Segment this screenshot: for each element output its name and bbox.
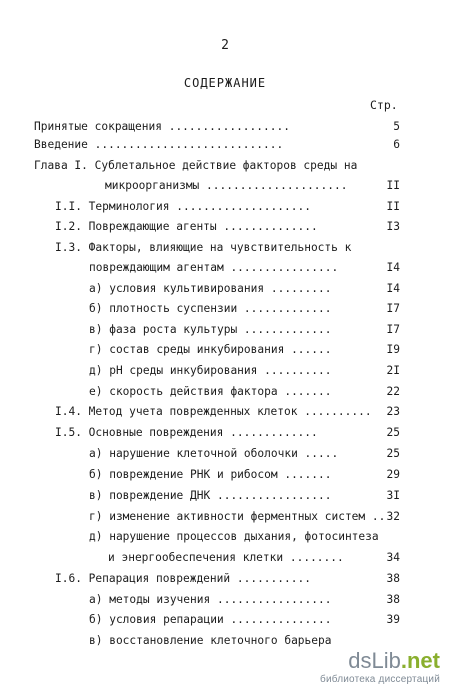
watermark-logo xyxy=(320,650,440,672)
watermark xyxy=(320,650,440,685)
toc-entry xyxy=(0,301,450,317)
toc-entry xyxy=(0,281,450,297)
toc-entry xyxy=(0,633,450,649)
toc-entry-page: I9 xyxy=(386,343,400,356)
page-number: 2 xyxy=(221,38,229,53)
toc-entry-text: б) плотность суспензии ............. xyxy=(89,302,332,315)
toc-entry-page: 32 xyxy=(386,510,400,523)
toc-entry-text: в) восстановление клеточного барьера xyxy=(89,634,332,647)
toc-entry-text: I.I. Терминология .................... xyxy=(55,200,311,213)
toc-entry-text: г) изменение активности ферментных систем .. xyxy=(89,510,386,523)
toc-entry xyxy=(0,363,450,379)
toc-entry-text: а) условия культивирования ......... xyxy=(89,282,332,295)
toc-entry-text: I.6. Репарация повреждений ........... xyxy=(55,572,311,585)
toc-entry xyxy=(0,592,450,608)
toc-entry-page: I4 xyxy=(386,282,400,295)
toc-entry-text: в) фаза роста культуры ............. xyxy=(89,323,332,336)
toc-entry-text: I.2. Повреждающие агенты .............. xyxy=(55,220,318,233)
toc-entry-page: I3 xyxy=(386,220,400,233)
toc-entry-text: в) повреждение ДНК ................. xyxy=(89,489,332,502)
toc-entry xyxy=(0,425,450,441)
toc-entry xyxy=(0,158,450,174)
toc-entry-page: 38 xyxy=(386,572,400,585)
toc-entry xyxy=(0,550,450,566)
toc-entry-page: 22 xyxy=(386,385,400,398)
toc-entry-page: 38 xyxy=(386,593,400,606)
toc-entry-page: I4 xyxy=(386,261,400,274)
toc-entry xyxy=(0,342,450,358)
toc-title: СОДЕРЖАНИЕ xyxy=(183,76,267,90)
toc-entry-page: 25 xyxy=(386,447,400,460)
toc-entry-page: I7 xyxy=(386,323,400,336)
toc-entry-text: и энергообеспечения клетки ........ xyxy=(108,551,344,564)
toc-entry xyxy=(0,446,450,462)
toc-entry-text: е) скорость действия фактора ....... xyxy=(89,385,332,398)
toc-entry xyxy=(0,509,450,525)
watermark-logo-main: dsLib xyxy=(348,648,401,673)
toc-entry-text: д) pH среды инкубирования .......... xyxy=(89,364,332,377)
watermark-logo-tld: .net xyxy=(400,648,440,673)
toc-entry-page: 29 xyxy=(386,468,400,481)
toc-entry-page: 3I xyxy=(386,489,400,502)
toc-entry xyxy=(0,612,450,628)
toc-entry xyxy=(0,488,450,504)
watermark-subtitle: библиотека диссертаций xyxy=(320,674,440,685)
toc-entry-text: Принятые сокращения .................. xyxy=(34,120,290,133)
toc-entry-text: Введение ............................ xyxy=(34,138,284,151)
toc-entry-page: 34 xyxy=(386,551,400,564)
toc-entry xyxy=(0,404,450,420)
toc-entry xyxy=(0,571,450,587)
page-column-header: Стр. xyxy=(370,98,398,112)
toc-entry-text: I.5. Основные повреждения ............. xyxy=(55,426,318,439)
toc-entry-text: д) нарушение процессов дыхания, фотосинтеза xyxy=(89,530,379,543)
toc-entry-page: 39 xyxy=(386,613,400,626)
toc-entry-page: 5 xyxy=(393,120,400,133)
toc-entry-page: II xyxy=(386,179,400,192)
toc-entry xyxy=(0,199,450,215)
toc-entry-text: б) условия репарации ............... xyxy=(89,613,332,626)
toc-entry-text: б) повреждение РНК и рибосом ....... xyxy=(89,468,332,481)
toc-entry xyxy=(0,178,450,194)
toc-entry-text: I.3. Факторы, влияющие на чувствительность к xyxy=(55,241,352,254)
toc-entry xyxy=(0,240,450,256)
toc-entry-text: повреждающим агентам ................ xyxy=(89,261,339,274)
toc-entry-text: г) состав среды инкубирования ...... xyxy=(89,343,332,356)
toc-entry-page: 2I xyxy=(386,364,400,377)
toc-entry-page: I7 xyxy=(386,302,400,315)
toc-entry xyxy=(0,467,450,483)
toc-entry-page: II xyxy=(386,200,400,213)
toc-entry-text: Глава I. Сублетальное действие факторов среды на xyxy=(34,159,358,172)
toc-entry-text: I.4. Метод учета поврежденных клеток .......... xyxy=(55,405,372,418)
toc-entry-page: 6 xyxy=(393,138,400,151)
toc-entry xyxy=(0,219,450,235)
toc-entry xyxy=(0,322,450,338)
toc-entry xyxy=(0,529,450,545)
toc-entry-text: а) методы изучения ................. xyxy=(89,593,332,606)
toc-entry-page: 23 xyxy=(386,405,400,418)
toc-entry xyxy=(0,137,450,153)
toc-entry-text: микроорганизмы ..................... xyxy=(105,179,348,192)
toc-entry xyxy=(0,119,450,135)
toc-entry xyxy=(0,260,450,276)
toc-entry xyxy=(0,384,450,400)
toc-entry-page: 25 xyxy=(386,426,400,439)
toc-entry-text: а) нарушение клеточной оболочки ..... xyxy=(89,447,339,460)
